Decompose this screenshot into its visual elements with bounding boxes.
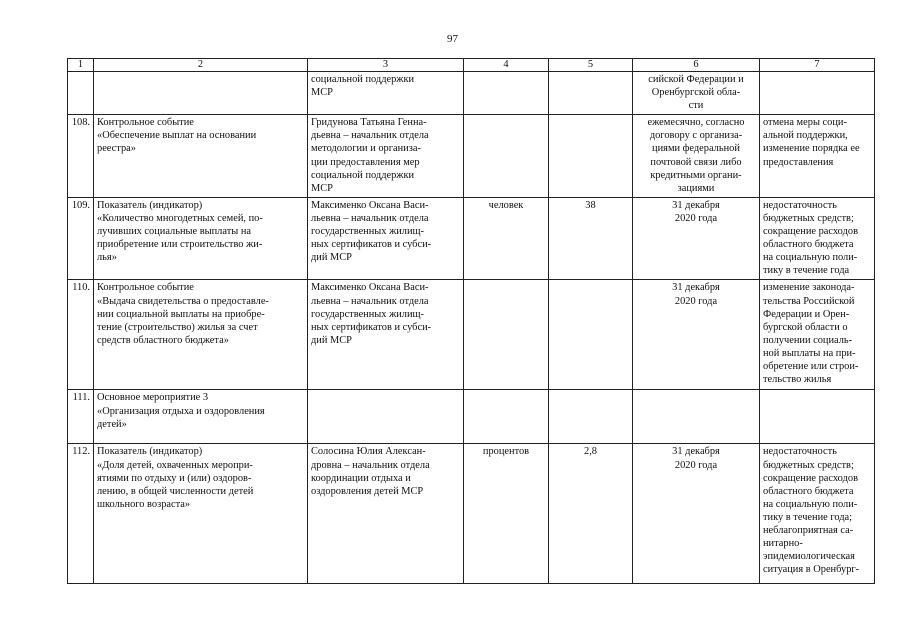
column-header: 4 — [464, 59, 549, 72]
deadline-cell — [633, 390, 760, 444]
row-number: 111. — [68, 390, 94, 444]
deadline-cell: сийской Федерации и Оренбургской обла- сти — [633, 72, 760, 115]
event-cell: Показатель (индикатор) «Доля детей, охваченных меропри- ятиями по отдыху и (или) оздоров- лению, в общей численности детей школьного возраста» — [94, 444, 308, 584]
event-cell: Контрольное событие «Обеспечение выплат на основании реестра» — [94, 115, 308, 198]
responsible-cell: Максименко Оксана Васи- льевна – начальник отдела государственных жилищ- ных сертификатов и субси- дий МСР — [308, 197, 464, 280]
responsible-cell: Максименко Оксана Васи- льевна – начальник отдела государственных жилищ- ных сертификатов и субси- дий МСР — [308, 280, 464, 390]
column-header: 5 — [549, 59, 633, 72]
event-cell: Контрольное событие «Выдача свидетельства о предоставле- нии социальной выплаты на приобре- тение (строительство) жилья за счет средств областного бюджета» — [94, 280, 308, 390]
table-row — [68, 197, 875, 280]
unit-cell — [464, 390, 549, 444]
deadline-cell: 31 декабря 2020 года — [633, 444, 760, 584]
value-cell — [549, 115, 633, 198]
table-header-row — [68, 59, 875, 72]
risk-cell: недостаточность бюджетных средств; сокращение расходов областного бюджета на социальную поли- тику в течение года; неблагоприятная са- нитарно- эпидемиологическая ситуация в Оренбург- — [760, 444, 875, 584]
plan-table — [67, 58, 875, 584]
table-row — [68, 390, 875, 444]
value-cell — [549, 72, 633, 115]
unit-cell: человек — [464, 197, 549, 280]
row-number: 108. — [68, 115, 94, 198]
value-cell: 2,8 — [549, 444, 633, 584]
column-header: 3 — [308, 59, 464, 72]
value-cell: 38 — [549, 197, 633, 280]
unit-cell — [464, 115, 549, 198]
row-number: 110. — [68, 280, 94, 390]
responsible-cell: Солосина Юлия Алексан- дровна – начальник отдела координации отдыха и оздоровления детей МСР — [308, 444, 464, 584]
row-number: 109. — [68, 197, 94, 280]
unit-cell: процентов — [464, 444, 549, 584]
risk-cell — [760, 72, 875, 115]
table-row — [68, 444, 875, 584]
risk-cell: изменение законода- тельства Российской Федерации и Орен- бургской области о получении социаль- ной выплаты на при- обретение или строи- тельство жилья — [760, 280, 875, 390]
risk-cell — [760, 390, 875, 444]
event-cell — [94, 72, 308, 115]
risk-cell: отмена меры соци- альной поддержки, изменение порядка ее предоставления — [760, 115, 875, 198]
table-row — [68, 280, 875, 390]
column-header: 6 — [633, 59, 760, 72]
event-cell: Основное мероприятие 3 «Организация отдыха и оздоровления детей» — [94, 390, 308, 444]
deadline-cell: ежемесячно, согласно договору с организа- циями федеральной почтовой связи либо кредитными органи- зациями — [633, 115, 760, 198]
row-number — [68, 72, 94, 115]
table-row — [68, 115, 875, 198]
deadline-cell: 31 декабря 2020 года — [633, 280, 760, 390]
responsible-cell: социальной поддержки МСР — [308, 72, 464, 115]
value-cell — [549, 390, 633, 444]
unit-cell — [464, 280, 549, 390]
row-number: 112. — [68, 444, 94, 584]
deadline-cell: 31 декабря 2020 года — [633, 197, 760, 280]
risk-cell: недостаточность бюджетных средств; сокращение расходов областного бюджета на социальную поли- тику в течение года — [760, 197, 875, 280]
responsible-cell — [308, 390, 464, 444]
table-row — [68, 72, 875, 115]
column-header: 7 — [760, 59, 875, 72]
column-header: 2 — [94, 59, 308, 72]
page-number: 97 — [447, 33, 458, 45]
unit-cell — [464, 72, 549, 115]
event-cell: Показатель (индикатор) «Количество многодетных семей, по- лучивших социальные выплаты на приобретение или строительство жи- лья» — [94, 197, 308, 280]
responsible-cell: Гридунова Татьяна Генна- дьевна – начальник отдела методологии и организа- ции предоставления мер социальной поддержки МСР — [308, 115, 464, 198]
column-header: 1 — [68, 59, 94, 72]
value-cell — [549, 280, 633, 390]
